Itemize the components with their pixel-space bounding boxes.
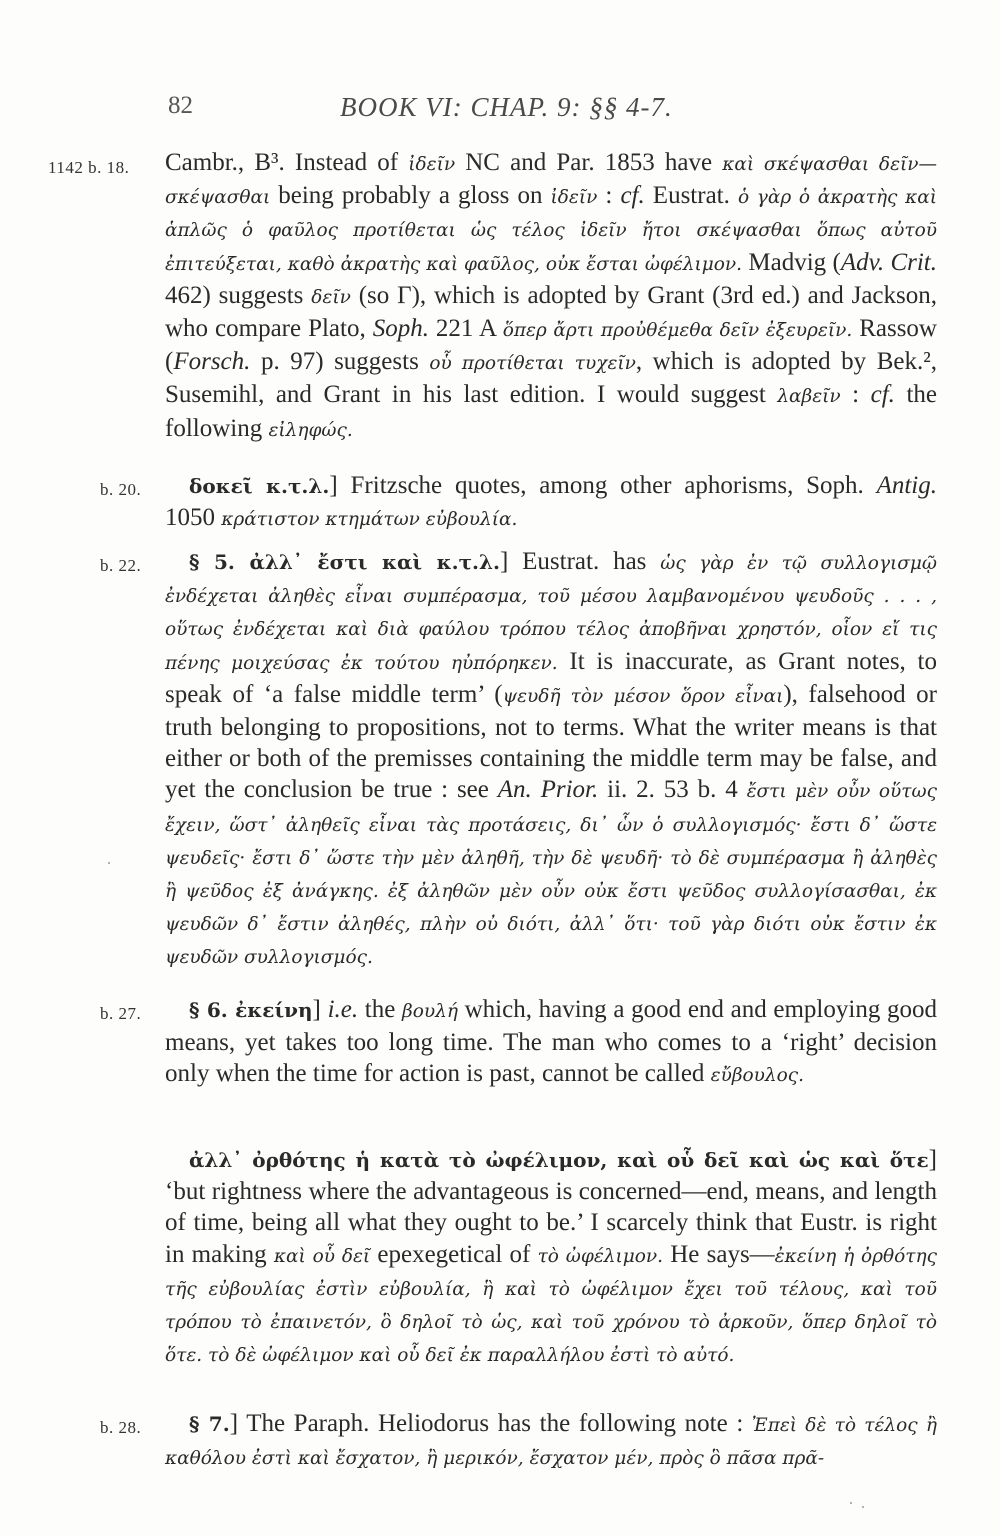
greek-text: εἰληφώς. <box>268 419 353 441</box>
line-reference: b. 20. <box>100 480 142 499</box>
page-number: 82 <box>168 92 193 119</box>
greek-text: βουλή <box>402 1001 458 1022</box>
greek-text: δεῖν <box>311 286 351 308</box>
greek-text: εὔβουλος. <box>710 1065 805 1087</box>
greek-text: ὡς γὰρ ἐν τῷ συλλογισμῷ ἐνδέχεται ἀληθὲς εἶναι συμπέρασμα, τοῦ μέσου λαμβανομένου ψευδοῦς . . . , οὕτως ἐνδέχεται καὶ διὰ φαύλου τρόπου τέλος ἀποβῆναι χρηστόν, οἷον εἴ τις πένης μοιχεύσας ἐκ τούτου ηὐπόρηκεν. <box>165 553 937 674</box>
lemma-text: δοκεῖ κ.τ.λ. <box>189 474 330 498</box>
greek-text: λαβεῖν <box>777 386 841 408</box>
body-text: 462) suggests <box>165 281 312 309</box>
body-text: ] ‘but rightness where the advantageous is concerned—end, means, and length of time, being all what they ought to be.’ I scarcely think that Eustr. is right in making <box>165 1146 937 1268</box>
greek-text: ὁ γὰρ ὁ ἀκρατὴς καὶ ἁπλῶς ὁ φαῦλος προτίθεται ὡς τέλος ἰδεῖν ἤτοι σκέψασθαι ὅπως αὐτοῦ ἐπιτεύξεται, καθὸ ἀκρατὴς καὶ φαῦλος, οὐκ ἔσται ὠφέλιμον. <box>165 187 937 275</box>
greek-text: Ἐπεὶ δὲ τὸ τέλος ἢ καθόλου ἐστὶ καὶ ἔσχατον, ἢ μερικόν, ἔσχατον μέν, πρὸς ὃ πᾶσα πρᾶ- <box>165 1415 937 1470</box>
body-text: which, having a good end and employing good means, yet takes too long time. The man who comes to a ‘right’ decision only when the time for action is past, cannot be called <box>165 996 938 1088</box>
line-reference: b. 22. <box>100 556 142 575</box>
italic-text: cf. <box>620 182 645 210</box>
note-body <box>165 147 937 446</box>
print-speck <box>862 1506 864 1508</box>
print-speck <box>108 862 110 864</box>
lemma-text: ἀλλ᾽ ὀρθότης ἡ κατὰ τὸ ὠφέλιμον, καὶ οὗ δεῖ καὶ ὡς καὶ ὅτε <box>189 1148 929 1172</box>
greek-text: ἰδεῖν <box>550 187 598 209</box>
note-body <box>165 1144 937 1371</box>
greek-text: καὶ οὗ δεῖ <box>273 1245 371 1267</box>
body-text: being probably a gloss on <box>270 182 551 210</box>
italic-text: An. Prior. <box>497 776 599 804</box>
greek-text: ἰδεῖν <box>408 154 456 175</box>
line-reference: b. 28. <box>100 1418 142 1437</box>
greek-text: ψευδῆ τὸν μέσον ὅρον εἶναι <box>502 685 784 707</box>
italic-text: Adv. Crit. <box>840 248 937 276</box>
note-body <box>165 546 937 974</box>
line-reference: b. 27. <box>100 1004 142 1023</box>
body-text: Eustrat. <box>644 182 738 210</box>
body-text: 221 A <box>428 315 503 343</box>
lemma-text: § 7. <box>189 1412 230 1436</box>
body-text: : <box>840 381 871 409</box>
body-text: (so Γ), which is adopted by Grant (3rd ed.) and Jackson, who compare Plato, <box>165 281 938 343</box>
italic-text: Soph. <box>372 315 429 343</box>
body-text: NC and Par. 1853 have <box>455 149 723 176</box>
body-text: , which is adopted by Bek.², Susemihl, and Grant in his last edition. I would suggest <box>165 348 937 409</box>
italic-text: i.e. <box>327 996 359 1023</box>
body-text: 1050 <box>165 504 222 532</box>
running-head <box>168 92 938 132</box>
note-body <box>165 470 937 535</box>
body-text: ] The Paraph. Heliodorus has the following note : <box>229 1410 752 1437</box>
body-text: Rassow ( <box>165 315 937 376</box>
italic-text: Forsch. <box>173 348 251 376</box>
greek-text: οὗ προτίθεται τυχεῖν <box>429 353 636 375</box>
body-text: epexegetical of <box>370 1240 538 1268</box>
body-text: the following <box>165 381 937 442</box>
italic-text: Antig. <box>876 472 937 499</box>
greek-text: ἐκείνη ἡ ὀρθότης τῆς εὐβουλίας ἐστὶν εὐβουλία, ἣ καὶ τὸ ὠφέλιμον ἔχει τοῦ τέλους, καὶ τοῦ τρόπου τὸ ἐπαινετόν, ὃ δηλοῖ τὸ ὡς, καὶ τοῦ χρόνου τὸ ἀρκοῦν, ὅπερ δηλοῖ τὸ ὅτε. τὸ δὲ ὠφέλιμον καὶ οὗ δεῖ ἐκ παραλλήλου ἐστὶ τὸ αὐτό. <box>165 1245 937 1367</box>
body-text: ] Eustrat. has <box>500 548 661 575</box>
greek-text: ἔστι μὲν οὖν οὕτως ἔχειν, ὥστ᾽ ἀληθεῖς εἶναι τὰς προτάσεις, δι᾽ ὧν ὁ συλλογισμός· ἔστι δ᾽ ὥστε ψευδεῖς· ἔστι δ᾽ ὥστε τὴν μὲν ἀληθῆ, τὴν δὲ ψευδῆ· τὸ δὲ συμπέρασμα ἢ ἀληθὲς ἢ ψεῦδος ἐξ ἀνάγκης. ἐξ ἀληθῶν μὲν οὖν οὐκ ἔστι ψεῦδος συλλογίσασθαι, ἐκ ψευδῶν δ᾽ ἔστιν ἀληθές, πλὴν οὐ διότι, ἀλλ᾽ ὅτι· τοῦ γὰρ διότι οὐκ ἔστιν ἐκ ψευδῶν συλλογισμός. <box>165 781 937 969</box>
greek-text: κράτιστον κτημάτων εὐβουλία. <box>221 509 518 531</box>
line-reference: 1142 b. 18. <box>48 158 130 177</box>
body-text: p. 97) suggests <box>250 348 430 376</box>
print-speck <box>850 1502 852 1504</box>
body-text: ] <box>312 996 328 1023</box>
note-body <box>165 1408 937 1474</box>
body-text: ), falsehood or truth belonging to propositions, not to terms. What the writer means is that either or both of the premisses containing the middle term may be false, and yet the conclusion be true : see <box>165 680 937 804</box>
body-text: the <box>358 996 403 1023</box>
lemma-text: § 5. ἀλλ᾽ ἔστι καὶ κ.τ.λ. <box>189 550 500 574</box>
body-text: ii. 2. 53 b. 4 <box>598 776 747 804</box>
chapter-title: BOOK VI: CHAP. 9: §§ 4-7. <box>340 92 673 122</box>
italic-text: cf. <box>870 381 895 409</box>
body-text: Cambr., B³. Instead of <box>165 149 409 176</box>
note-body <box>165 994 937 1092</box>
body-text: It is inaccurate, as Grant notes, to speak of ‘a false middle term’ ( <box>165 647 938 708</box>
body-text: He says— <box>663 1240 775 1268</box>
body-text: Madvig ( <box>742 248 841 276</box>
greek-text: τὸ ὠφέλιμον. <box>537 1245 664 1267</box>
body-text: : <box>597 182 621 210</box>
body-text: ] Fritzsche quotes, among other aphorisms, Soph. <box>329 472 877 499</box>
lemma-text: § 6. ἐκείνη <box>189 998 313 1022</box>
greek-text: καὶ σκέψασθαι δεῖν—σκέψασθαι <box>165 154 937 209</box>
greek-text: ὅπερ ἄρτι προὐθέμεθα δεῖν ἐξευρεῖν. <box>502 320 853 342</box>
